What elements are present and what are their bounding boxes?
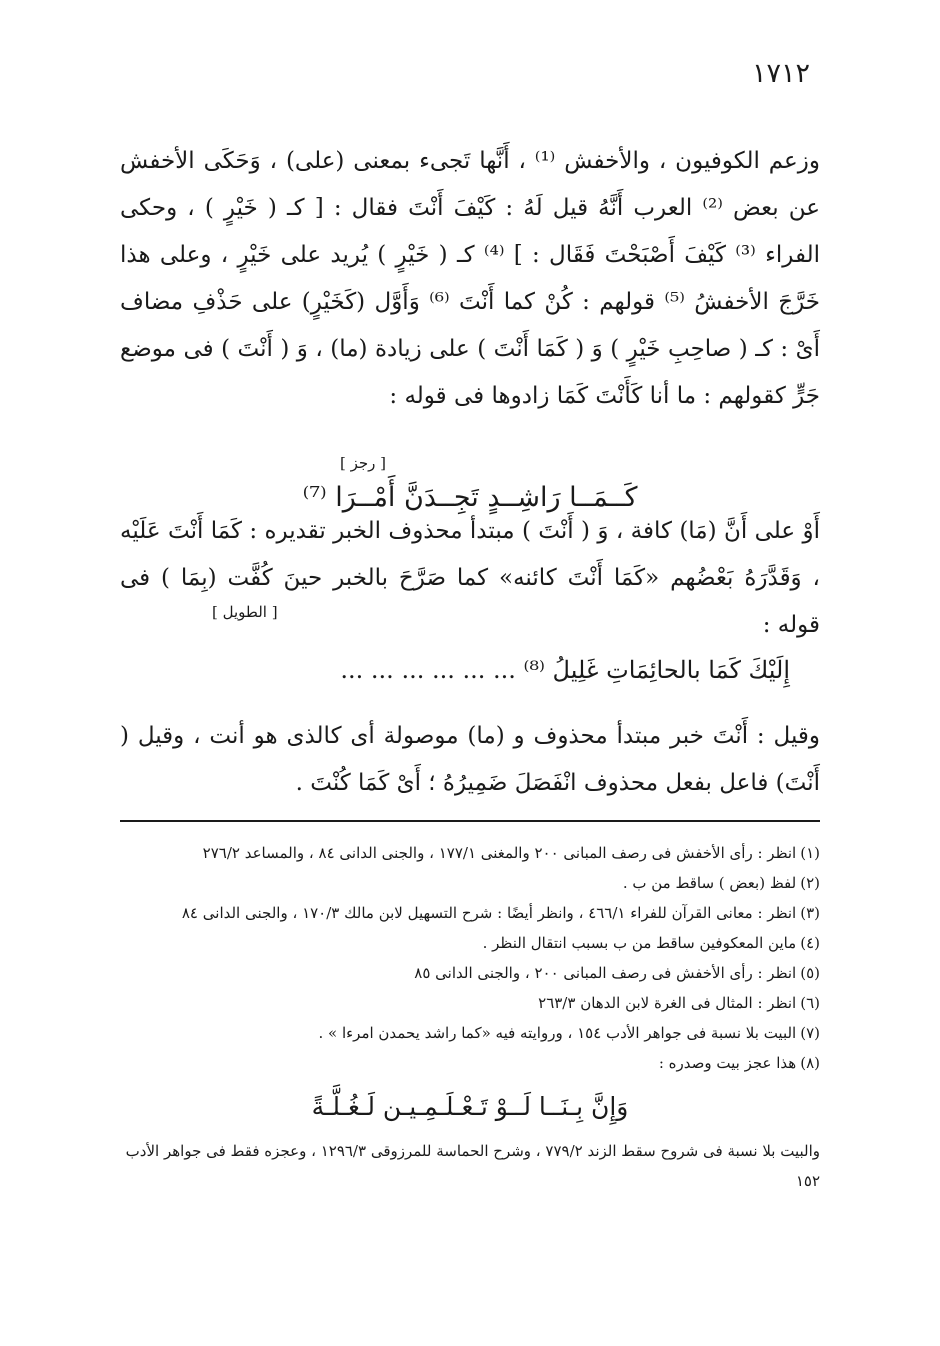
footnote-8: (٨)هذا عجز بيت وصدره : bbox=[658, 1054, 820, 1072]
footnote-7: (٧)البيت بلا نسبة فى جواهر الأدب ١٥٤ ، وروايته فيه «كما راشد يحمدن امرءا » . bbox=[318, 1024, 820, 1042]
main-text-block-3 bbox=[120, 713, 820, 807]
paragraph-1: وزعم الكوفيون ، والأخفش ⁽¹⁾ ، أَنَّها تَجىء بمعنى (على) ، وَحَكَى الأخفش عن بعض ⁽²⁾ العرب أَنَّهُ قيل لَهُ : كَيْفَ أَنْتَ فقال : [ كـ ( خَيْرٍ ) ، وحكى الفراء ⁽³⁾ كَيْفَ أَصْبَحْتَ فَقَال : ] ⁽⁴⁾ كـ ( خَيْرٍ ) يُريد على خَيْرٍ ، وعلى هذا خَرَّجَ الأخفشُ ⁽⁵⁾ قولهم : كُنْ كما أَنْتَ ⁽⁶⁾ وَأَوَّل (كَخَيْرٍ) على حَذْفِ مضاف أَىْ : كـ ( صاحِبِ خَيْرٍ ) وَ ( كَمَا أَنْتَ ) على زيادة (ما) ، وَ ( أَنْتَ ) فى موضع جَرٍّ كقولهم : ما أنا كَأَنْتَ كَمَا زادوها فى قوله : bbox=[120, 148, 821, 409]
verse-1: كَــمَــا رَاشِــدٍ تَجِــدَنَّ أَمْــرَا ⁽⁷⁾ bbox=[302, 482, 638, 513]
footnote-3: (٣)انظر : معانى القرآن للفراء ٤٦٦/١ ، وانظر أيضًا : شرح التسهيل لابن مالك ١٧٠/٣ ، والجنى الدانى ٨٤ bbox=[181, 904, 820, 922]
verse-2: إِلَيْكَ كَمَا بالحائِمَاتِ غَلِيلُ ⁽⁸⁾ ... ... ... ... ... ... bbox=[340, 656, 790, 684]
footnote-4: (٤)ماين المعكوفين ساقط من ب بسبب انتقال النظر . bbox=[482, 934, 820, 952]
footnote-5: (٥)انظر : رأى الأخفش فى رصف المبانى ٢٠٠ ، والجنى الدانى ٨٥ bbox=[414, 964, 820, 982]
main-text-block-2 bbox=[120, 508, 820, 649]
footnotes bbox=[120, 838, 820, 1196]
footnote-divider bbox=[120, 820, 820, 822]
paragraph-3: وقيل : أَنْتَ خبر مبتدأ محذوف و (ما) موصولة أى كالذى هو أنت ، وقيل ( أَنْتَ) فاعل بفعل محذوف انْفَصَلَ ضَمِيرُهُ ؛ أَىْ كَمَا كُنْتَ . bbox=[120, 723, 820, 796]
footnote-6: (٦)انظر : المثال فى الغرة لابن الدهان ٢٦٣/٣ bbox=[538, 994, 820, 1012]
footnote-tail: والبيت بلا نسبة فى شروح سقط الزند ٧٧٩/٢ ، وشرح الحماسة للمرزوقى ١٢٩٦/٣ ، وعجزه فقط فى جواهر الأدب ١٥٢ bbox=[125, 1142, 820, 1190]
meter-label-tawil: [ الطويل ] bbox=[212, 603, 278, 621]
meter-label-rajaz: [ رجز ] bbox=[340, 454, 387, 472]
footnote-2: (٢)لفظ (بعض ) ساقط من ب . bbox=[622, 874, 820, 892]
footnote-1: (١)انظر : رأى الأخفش فى رصف المبانى ٢٠٠ والمغنى ١٧٧/١ ، والجنى الدانى ٨٤ ، والمساعد ٢٧٦/٢ bbox=[202, 844, 820, 862]
footnote-verse: وَإِنَّ بِـنَــا لَــوْ تَـعْـلَـمِـيـن لَـغُـلَّـةً bbox=[311, 1092, 629, 1121]
main-text-block bbox=[120, 138, 820, 420]
paragraph-2: أَوْ على أَنَّ (مَا) كافة ، وَ ( أَنْتَ ) مبتدأ محذوف الخبر تقديره : كَمَا أَنْتَ عَلَيْه ، وَقَدَّرَهُ بَعْضُهم «كَمَا أَنْتَ كائنه» كما صَرَّحَ بالخبر حينَ كُفَّت (بِمَا ) فى قوله : bbox=[120, 518, 820, 638]
page-number: ١٧١٢ bbox=[751, 58, 810, 89]
